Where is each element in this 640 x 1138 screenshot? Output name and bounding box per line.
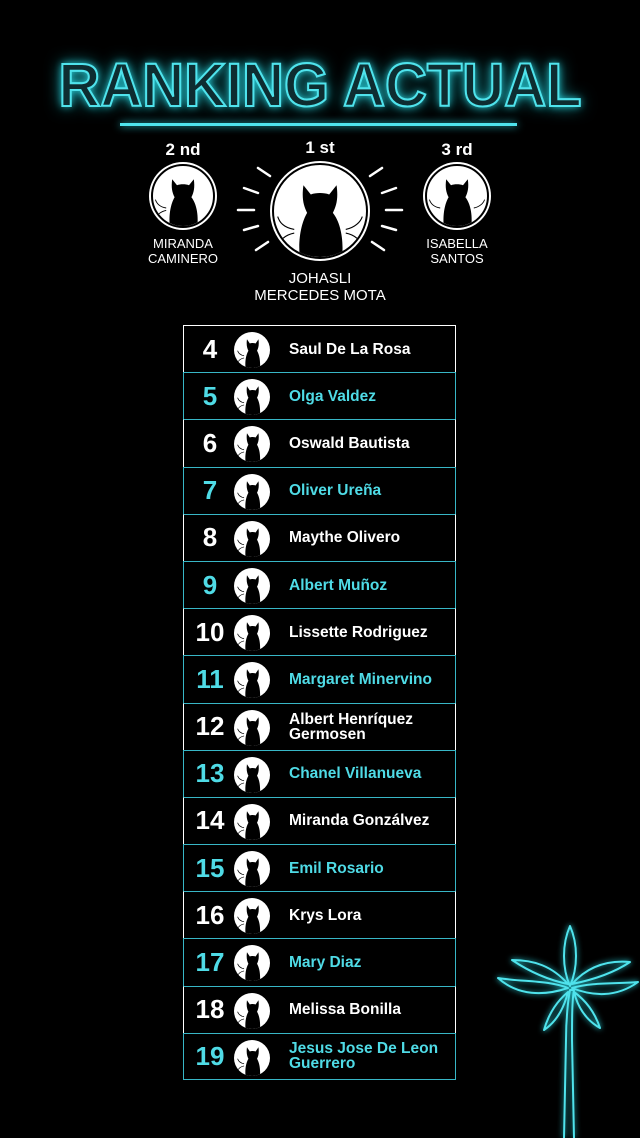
cat-silhouette-icon xyxy=(427,166,487,226)
participant-name: Mary Diaz xyxy=(289,954,362,972)
participant-name: Margaret Minervino xyxy=(289,670,432,688)
ranking-row-18 xyxy=(183,986,456,1033)
participant-avatar xyxy=(234,898,270,934)
rank-number: 10 xyxy=(195,616,225,647)
cat-silhouette-icon xyxy=(234,379,270,415)
participant-avatar xyxy=(234,757,270,793)
cat-silhouette-icon xyxy=(234,662,270,698)
participant-name: Oswald Bautista xyxy=(289,434,410,452)
ranking-row-4 xyxy=(183,325,456,372)
participant-avatar xyxy=(234,662,270,698)
participant-avatar xyxy=(234,521,270,557)
second-place-avatar xyxy=(151,164,215,228)
ranking-row-8 xyxy=(183,514,456,561)
participant-avatar xyxy=(234,474,270,510)
participant-avatar xyxy=(234,993,270,1029)
participant-avatar xyxy=(234,804,270,840)
ranking-row-6 xyxy=(183,419,456,466)
second-place-label: 2 nd xyxy=(165,140,201,159)
ranking-row-5 xyxy=(183,372,456,419)
rank-number: 12 xyxy=(195,711,225,742)
cat-silhouette-icon xyxy=(234,615,270,651)
participant-name: Emil Rosario xyxy=(289,859,384,877)
ranking-row-12 xyxy=(183,703,456,750)
first-place-name-line1: JOHASLI xyxy=(288,270,352,287)
ranking-row-15 xyxy=(183,844,456,891)
rank-number: 14 xyxy=(195,805,225,836)
ranking-row-16 xyxy=(183,891,456,938)
first-place-name xyxy=(235,270,405,304)
participant-name: Olga Valdez xyxy=(289,387,377,405)
cat-silhouette-icon xyxy=(234,521,270,557)
third-place-name-line2: SANTOS xyxy=(430,251,484,266)
cat-silhouette-icon xyxy=(274,165,366,257)
ranking-row-13 xyxy=(183,750,456,797)
second-place-name xyxy=(133,236,233,266)
rank-number: 11 xyxy=(196,663,224,694)
ranking-row-11 xyxy=(183,655,456,702)
ranking-row-14 xyxy=(183,797,456,844)
cat-silhouette-icon xyxy=(234,993,270,1029)
rank-number: 4 xyxy=(202,333,218,364)
rank-number: 17 xyxy=(195,947,225,978)
rank-number: 18 xyxy=(195,994,225,1025)
third-place-label: 3 rd xyxy=(441,140,473,159)
rank-number: 16 xyxy=(195,899,225,930)
ranking-row-9 xyxy=(183,561,456,608)
participant-name: Oliver Ureña xyxy=(289,482,382,500)
participant-name: Miranda Gonzálvez xyxy=(289,812,430,830)
cat-silhouette-icon xyxy=(234,804,270,840)
title-underline xyxy=(120,123,517,126)
rank-number: 13 xyxy=(195,758,225,789)
rank-number: 8 xyxy=(202,522,218,553)
cat-silhouette-icon xyxy=(234,898,270,934)
cat-silhouette-icon xyxy=(234,851,270,887)
second-place-name-line2: CAMINERO xyxy=(147,251,219,266)
participant-avatar xyxy=(234,568,270,604)
rank-number: 5 xyxy=(202,380,218,411)
rank-number: 9 xyxy=(202,569,218,600)
participant-avatar xyxy=(234,332,270,368)
third-place-avatar xyxy=(425,164,489,228)
cat-silhouette-icon xyxy=(234,757,270,793)
participant-avatar xyxy=(234,710,270,746)
cat-silhouette-icon xyxy=(234,332,270,368)
cat-silhouette-icon xyxy=(234,474,270,510)
cat-silhouette-icon xyxy=(234,945,270,981)
first-place-label: 1 st xyxy=(305,138,335,157)
participant-avatar xyxy=(234,379,270,415)
participant-name: Jesus Jose De Leon Guerrero xyxy=(289,1040,439,1073)
page-title: RANKING ACTUAL xyxy=(58,51,582,120)
participant-name: Melissa Bonilla xyxy=(289,1001,401,1019)
cat-silhouette-icon xyxy=(234,568,270,604)
rank-number: 19 xyxy=(195,1040,225,1071)
cat-silhouette-icon xyxy=(153,166,213,226)
ranking-row-17 xyxy=(183,938,456,985)
participant-avatar xyxy=(234,426,270,462)
participant-name: Maythe Olivero xyxy=(289,529,401,547)
first-place-avatar xyxy=(272,163,368,259)
rank-number: 15 xyxy=(195,852,225,883)
participant-avatar xyxy=(234,945,270,981)
participant-avatar xyxy=(234,615,270,651)
rank-number: 7 xyxy=(202,475,218,506)
participant-name: Krys Lora xyxy=(289,906,362,924)
third-place-name xyxy=(407,236,507,266)
ranking-list xyxy=(183,325,456,1080)
rank-number: 6 xyxy=(202,427,218,458)
cat-silhouette-icon xyxy=(234,1040,270,1076)
participant-name: Albert Muñoz xyxy=(289,576,388,594)
participant-name: Albert Henríquez Germosen xyxy=(289,710,414,743)
ranking-row-7 xyxy=(183,467,456,514)
second-place-name-line1: MIRANDA xyxy=(153,236,213,251)
participant-avatar xyxy=(234,1040,270,1076)
participant-name: Lissette Rodriguez xyxy=(289,623,428,641)
first-place-name-line2: MERCEDES MOTA xyxy=(254,287,386,304)
cat-silhouette-icon xyxy=(234,426,270,462)
ranking-row-10 xyxy=(183,608,456,655)
palm-tree-icon xyxy=(492,920,640,1138)
third-place-name-line1: ISABELLA xyxy=(426,236,488,251)
cat-silhouette-icon xyxy=(234,710,270,746)
participant-name: Chanel Villanueva xyxy=(289,765,422,783)
ranking-row-19 xyxy=(183,1033,456,1080)
participant-avatar xyxy=(234,851,270,887)
participant-name: Saul De La Rosa xyxy=(289,340,411,358)
